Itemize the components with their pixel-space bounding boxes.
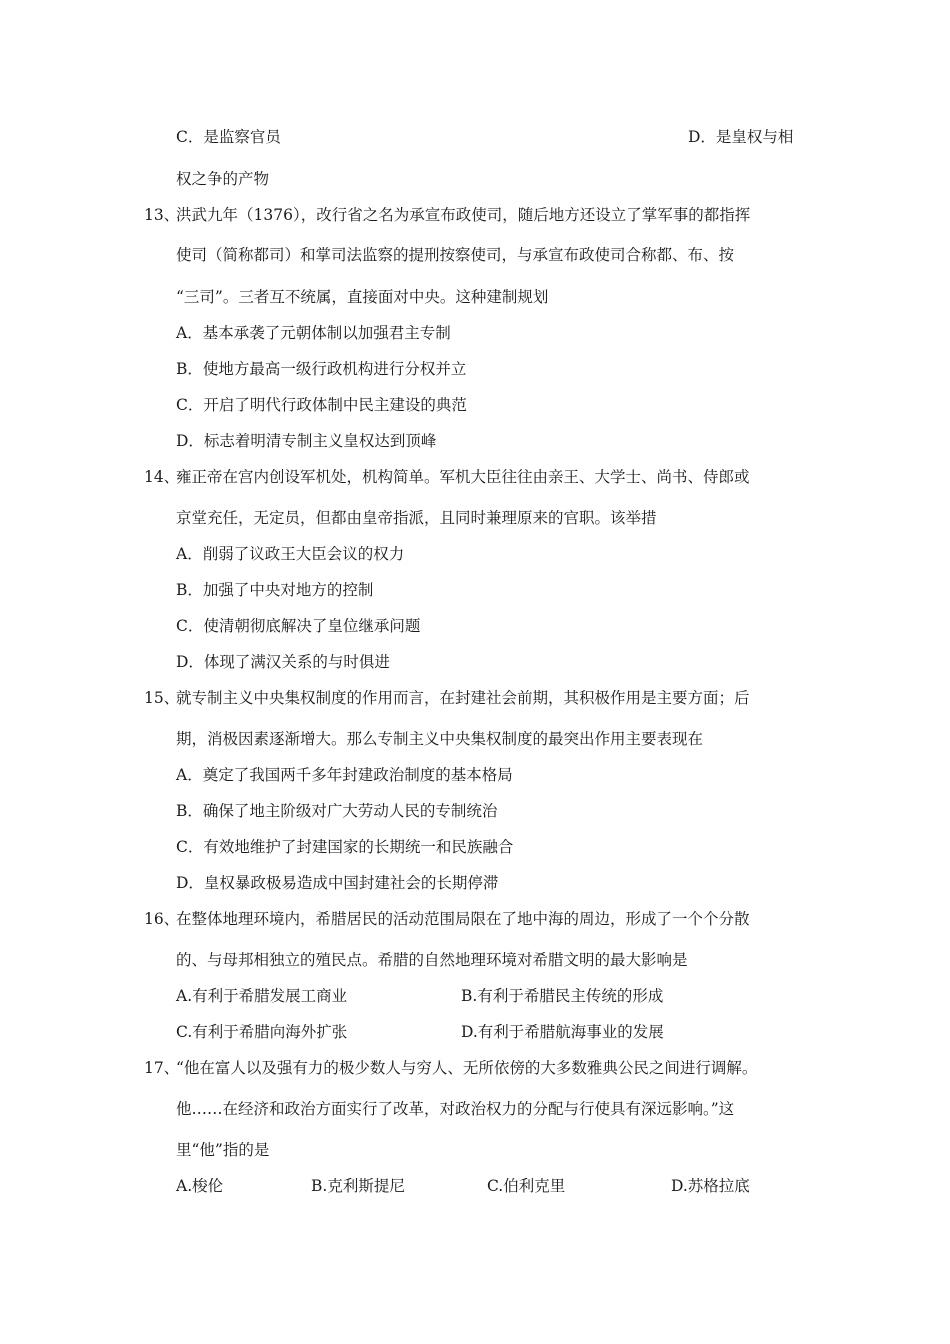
q17-option-c: C.伯利克里 xyxy=(487,1177,566,1195)
q17-stem-line-1: “他在富人以及强有力的极少数人与穷人、无所依傍的大多数雅典公民之间进行调解。 xyxy=(176,1059,758,1077)
q14-option-d: D．体现了满汉关系的与时俱进 xyxy=(176,653,390,671)
q17-number: 17、 xyxy=(144,1059,180,1077)
q16-option-d: D.有利于希腊航海事业的发展 xyxy=(461,1023,664,1041)
q13-stem-line-2: 使司（简称都司）和掌司法监察的提刑按察使司，与承宣布政使司合称都、布、按 xyxy=(176,246,735,264)
q17-option-a: A.梭伦 xyxy=(176,1177,224,1195)
q16-number: 16、 xyxy=(144,910,180,928)
q17-option-b: B.克利斯提尼 xyxy=(311,1177,405,1195)
q15-stem-line-1: 就专制主义中央集权制度的作用而言，在封建社会前期，其积极作用是主要方面；后 xyxy=(176,689,750,707)
q13-stem-line-3: “三司”。三者互不统属，直接面对中央。这种建制规划 xyxy=(176,288,549,306)
q13-option-d: D．标志着明清专制主义皇权达到顶峰 xyxy=(176,432,437,450)
q12-option-d: D．是皇权与相 xyxy=(688,128,794,146)
q15-option-c: C．有效地维护了封建国家的长期统一和民族融合 xyxy=(176,838,514,856)
q14-number: 14、 xyxy=(144,468,180,486)
q17-stem-line-2: 他……在经济和政治方面实行了改革，对政治权力的分配与行使具有深远影响。”这 xyxy=(176,1100,735,1118)
q16-option-a: A.有利于希腊发展工商业 xyxy=(176,987,348,1005)
q12-option-d-continued: 权之争的产物 xyxy=(176,170,270,188)
q13-number: 13、 xyxy=(144,206,180,224)
q14-option-c: C．使清朝彻底解决了皇位继承问题 xyxy=(176,617,421,635)
q17-option-d: D.苏格拉底 xyxy=(671,1177,750,1195)
q15-option-a: A．奠定了我国两千多年封建政治制度的基本格局 xyxy=(176,766,513,784)
q15-number: 15、 xyxy=(144,689,180,707)
q14-stem-line-2: 京堂充任，无定员，但都由皇帝指派，且同时兼理原来的官职。该举措 xyxy=(176,509,657,527)
q16-stem-line-1: 在整体地理环境内，希腊居民的活动范围局限在了地中海的周边，形成了一个个分散 xyxy=(176,910,750,928)
q13-option-a: A．基本承袭了元朝体制以加强君主专制 xyxy=(176,324,451,342)
q16-stem-line-2: 的、与母邦相独立的殖民点。希腊的自然地理环境对希腊文明的最大影响是 xyxy=(176,951,688,969)
q13-option-c: C．开启了明代行政体制中民主建设的典范 xyxy=(176,396,467,414)
q15-stem-line-2: 期，消极因素逐渐增大。那么专制主义中央集权制度的最突出作用主要表现在 xyxy=(176,730,704,748)
q16-option-c: C.有利于希腊向海外扩张 xyxy=(176,1023,348,1041)
q12-option-c: C．是监察官员 xyxy=(176,128,281,146)
q15-option-d: D．皇权暴政极易造成中国封建社会的长期停滞 xyxy=(176,874,499,892)
q15-option-b: B．确保了地主阶级对广大劳动人民的专制统治 xyxy=(176,802,498,820)
q14-option-a: A．削弱了议政王大臣会议的权力 xyxy=(176,545,405,563)
q14-option-b: B．加强了中央对地方的控制 xyxy=(176,581,374,599)
q13-option-b: B．使地方最高一级行政机构进行分权并立 xyxy=(176,360,467,378)
q14-stem-line-1: 雍正帝在宫内创设军机处，机构简单。军机大臣往往由亲王、大学士、尚书、侍郎或 xyxy=(176,468,750,486)
q17-stem-line-3: 里“他”指的是 xyxy=(176,1141,270,1159)
q13-stem-line-1: 洪武九年（1376），改行省之名为承宣布政使司，随后地方还设立了掌军事的都指挥 xyxy=(176,206,751,224)
q16-option-b: B.有利于希腊民主传统的形成 xyxy=(461,987,664,1005)
